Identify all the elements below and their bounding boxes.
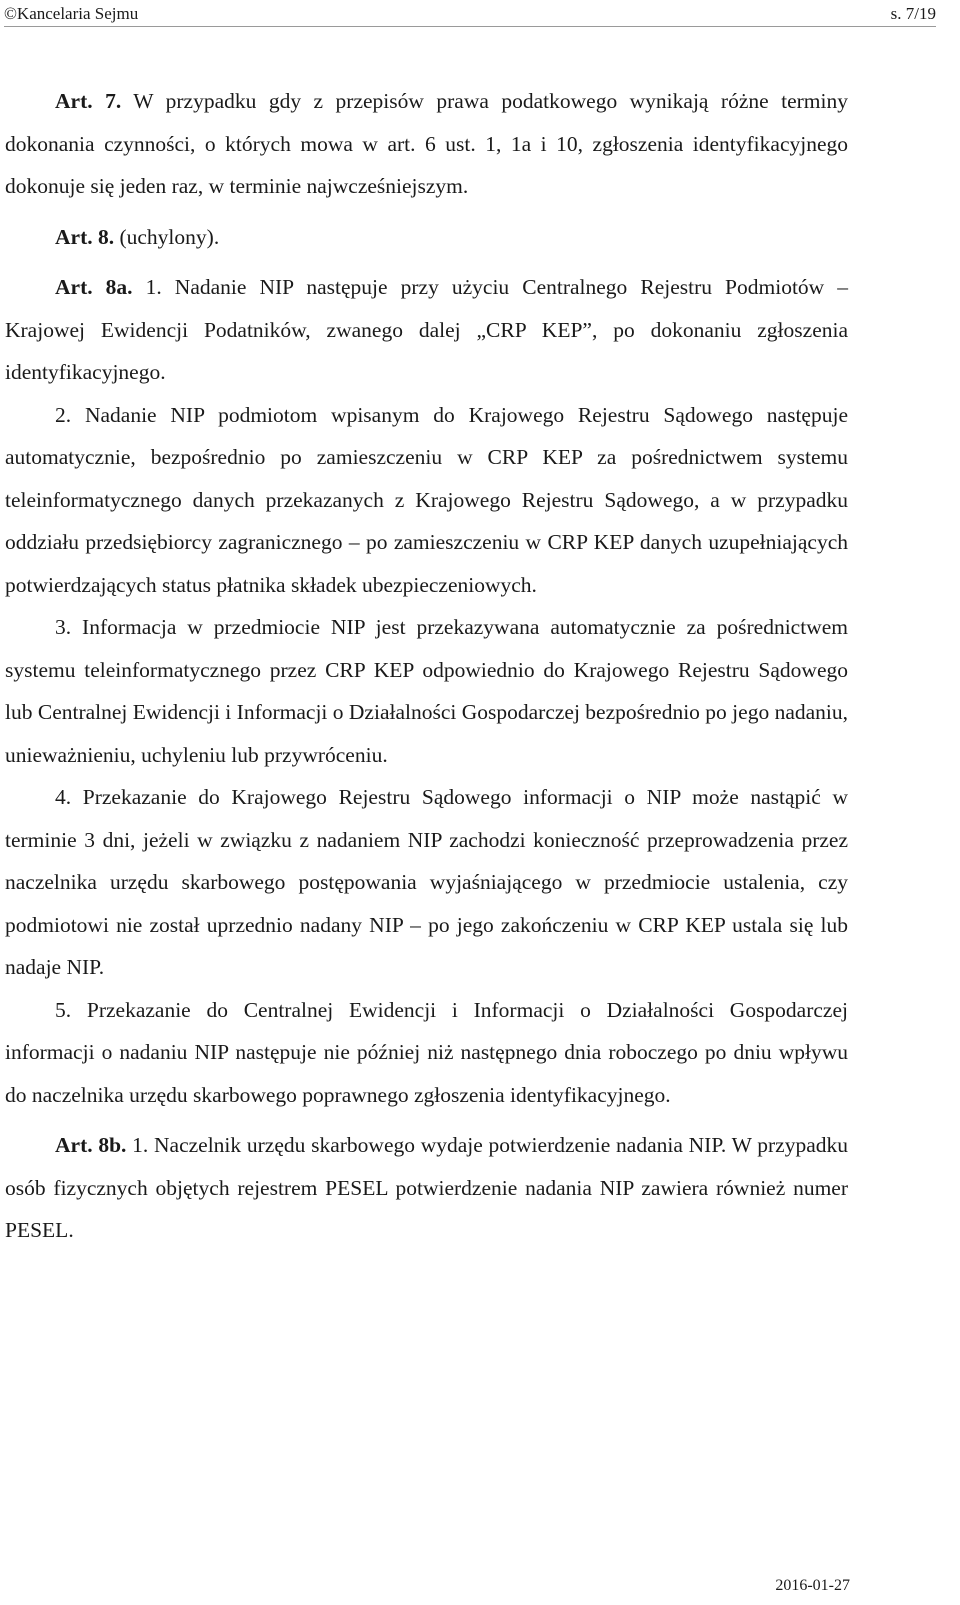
article-8-label: Art. 8.	[55, 224, 115, 249]
article-8b-text: 1. Naczelnik urzędu skarbowego wydaje potwierdzenie nadania NIP. W przypadku osób fizycznych objętych rejestrem PESEL potwierdzenie nadania NIP zawiera również numer PESEL.	[5, 1133, 849, 1242]
copyright-text: ©Kancelaria Sejmu	[4, 4, 139, 23]
article-8b	[5, 1124, 848, 1252]
article-8a-para-2	[5, 394, 848, 607]
article-8a-para-5	[5, 989, 848, 1117]
article-8b-label: Art. 8b.	[55, 1133, 127, 1157]
article-8a-para-1	[5, 266, 848, 394]
article-8	[5, 216, 848, 259]
article-8a-item-2: 2. Nadanie NIP podmiotom wpisanym do Krajowego Rejestru Sądowego następuje automatycznie, bezpośrednio po zamieszczeniu w CRP KEP za pośrednictwem systemu teleinformatycznego danych przekazanych z Krajowego Rejestru Sądowego, a w przypadku oddziału przedsiębiorcy zagranicznego – po zamieszczeniu w CRP KEP danych uzupełniających potwierdzających status płatnika składek ubezpieczeniowych.	[5, 402, 848, 597]
article-8a-para-3	[5, 606, 848, 776]
document-body	[5, 80, 848, 1252]
page-header	[4, 2, 936, 27]
article-7	[5, 80, 848, 208]
article-8a-item-1: 1. Nadanie NIP następuje przy użyciu Centralnego Rejestru Podmiotów – Krajowej Ewidencji Podatników, zwanego dalej „CRP KEP”, po dokonaniu zgłoszenia identyfikacyjnego.	[5, 275, 849, 384]
document-date: 2016-01-27	[775, 1577, 850, 1594]
article-8a-label: Art. 8a.	[55, 275, 133, 299]
article-7-label: Art. 7.	[55, 89, 122, 113]
article-7-text: W przypadku gdy z przepisów prawa podatkowego wynikają różne terminy dokonania czynności, o których mowa w art. 6 ust. 1, 1a i 10, zgłoszenia identyfikacyjnego dokonuje się jeden raz, w terminie najwcześniejszym.	[5, 89, 849, 198]
article-8a-item-5: 5. Przekazanie do Centralnej Ewidencji i Informacji o Działalności Gospodarczej informacji o nadaniu NIP następuje nie później niż następnego dnia roboczego po dniu wpływu do naczelnika urzędu skarbowego poprawnego zgłoszenia identyfikacyjnego.	[5, 997, 848, 1107]
article-8a-item-4: 4. Przekazanie do Krajowego Rejestru Sądowego informacji o NIP może nastąpić w terminie 3 dni, jeżeli w związku z nadaniem NIP zachodzi konieczność przeprowadzenia przez naczelnika urzędu skarbowego postępowania wyjaśniającego w przedmiocie ustalenia, czy podmiotowi nie został uprzednio nadany NIP – po jego zakończeniu w CRP KEP ustala się lub nadaje NIP.	[5, 785, 848, 979]
article-8a-para-4	[5, 776, 848, 989]
article-8a-item-3: 3. Informacja w przedmiocie NIP jest przekazywana automatycznie za pośrednictwem systemu teleinformatycznego przez CRP KEP odpowiednio do Krajowego Rejestru Sądowego lub Centralnej Ewidencji i Informacji o Działalności Gospodarczej bezpośrednio po jego nadaniu, unieważnieniu, uchyleniu lub przywróceniu.	[5, 615, 849, 767]
article-8-text: (uchylony).	[114, 224, 220, 249]
page-number: s. 7/19	[890, 4, 936, 23]
